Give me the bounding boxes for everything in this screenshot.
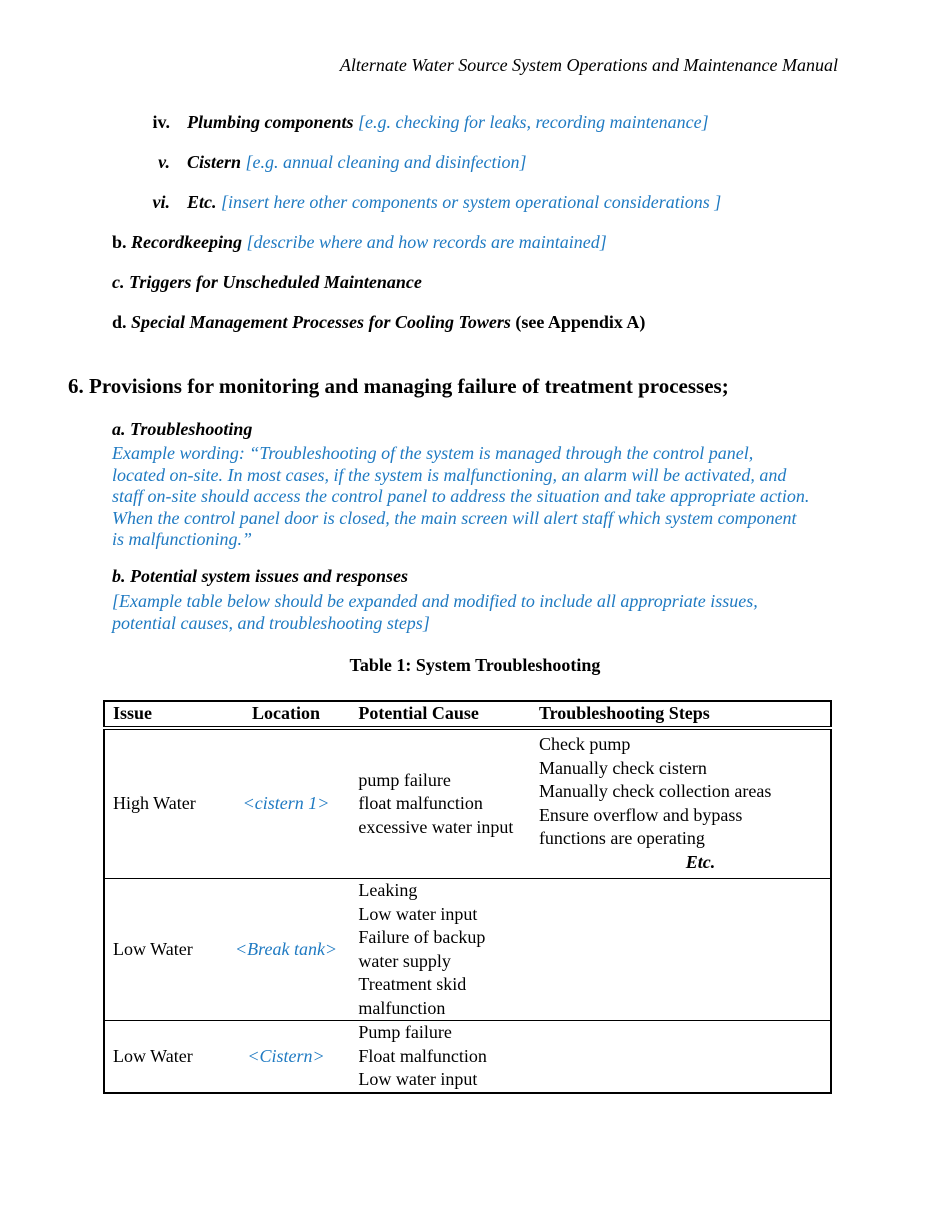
sub-item-label: Recordkeeping	[131, 232, 242, 252]
table-row	[104, 728, 831, 879]
cell-issue: Low Water	[113, 1045, 193, 1066]
list-note: [e.g. annual cleaning and disinfection]	[245, 152, 527, 172]
list-label: Plumbing components	[187, 112, 354, 132]
cause-line: water supply	[358, 950, 451, 971]
step-line: Ensure overflow and bypass	[538, 804, 743, 825]
cause-line: Failure of backup	[358, 927, 486, 947]
list-item-etc	[140, 192, 721, 213]
subsection-title-troubleshooting	[112, 419, 252, 440]
cell-issue: High Water	[113, 793, 196, 813]
subsection-number: b.	[112, 566, 126, 586]
sub-item-suffix: (see Appendix A)	[515, 312, 646, 332]
subsection-number: a.	[112, 419, 126, 439]
table-row	[104, 1021, 831, 1093]
subsection-label: Potential system issues and responses	[130, 566, 409, 586]
header-troubleshooting-steps: Troubleshooting Steps	[538, 703, 710, 723]
paragraph-line: potential causes, and troubleshooting steps]	[112, 612, 430, 633]
sub-item-cooling-towers	[112, 312, 645, 333]
paragraph-line: When the control panel door is closed, the main screen will alert staff which system component	[112, 507, 797, 528]
list-number: v.	[158, 152, 170, 172]
section-heading: 6. Provisions for monitoring and managing failure of treatment processes;	[68, 374, 729, 398]
paragraph-line: located on-site. In most cases, if the system is malfunctioning, an alarm will be activated, and	[112, 464, 787, 485]
cell-steps	[531, 879, 831, 1021]
step-line: Manually check cistern	[538, 757, 707, 778]
list-note: [insert here other components or system operational considerations ]	[221, 192, 722, 212]
table-header-row	[104, 701, 831, 728]
paragraph-line: staff on-site should access the control panel to address the situation and take appropriate action.	[112, 486, 810, 507]
cell-location: <cistern 1>	[242, 793, 330, 813]
list-item-cistern	[140, 152, 527, 173]
cell-steps	[531, 728, 831, 879]
paragraph-line: Example wording: “Troubleshooting of the system is managed through the control panel,	[112, 443, 754, 463]
paragraph-line: is malfunctioning.”	[112, 529, 253, 550]
header-potential-cause: Potential Cause	[358, 703, 479, 723]
issues-paragraph	[112, 591, 852, 634]
subsection-label: Troubleshooting	[130, 419, 253, 439]
sub-item-number: d.	[112, 312, 127, 332]
running-header: Alternate Water Source System Operations and Maintenance Manual	[339, 55, 838, 75]
subsection-title-issues	[112, 566, 408, 587]
cell-causes	[350, 1021, 531, 1093]
paragraph-line: [Example table below should be expanded and modified to include all appropriate issues,	[112, 591, 758, 611]
cell-steps	[531, 1021, 831, 1093]
table-caption: Table 1: System Troubleshooting	[349, 655, 601, 675]
list-number: vi.	[152, 192, 170, 212]
cause-line: Leaking	[358, 880, 418, 900]
table-row	[104, 879, 831, 1021]
cause-line: Pump failure	[358, 1022, 452, 1042]
cause-line: Low water input	[358, 1069, 478, 1089]
sub-item-number: b.	[112, 232, 127, 252]
list-note: [e.g. checking for leaks, recording maintenance]	[358, 112, 709, 132]
sub-item-number: c.	[112, 272, 125, 292]
list-label: Etc.	[187, 192, 217, 212]
header-location: Location	[252, 703, 321, 723]
cause-line: malfunction	[358, 997, 446, 1018]
step-line: Check pump	[538, 734, 631, 755]
cause-line: Float malfunction	[358, 1045, 487, 1066]
header-issue: Issue	[113, 703, 153, 723]
cell-location: <Cistern>	[247, 1045, 325, 1066]
troubleshooting-table	[103, 700, 832, 1094]
sub-item-triggers	[112, 272, 422, 293]
sub-item-note: [describe where and how records are maintained]	[246, 232, 607, 252]
sub-item-recordkeeping	[112, 232, 607, 253]
step-etc: Etc.	[685, 851, 716, 872]
sub-item-label: Special Management Processes for Cooling Towers	[131, 312, 511, 332]
troubleshooting-paragraph	[112, 443, 852, 551]
step-line: Manually check collection areas	[538, 781, 772, 802]
cell-causes	[350, 879, 531, 1021]
cell-issue: Low Water	[113, 938, 193, 959]
list-number: iv.	[152, 112, 170, 132]
cause-line: pump failure	[358, 769, 451, 790]
cause-line: excessive water input	[358, 816, 514, 837]
cell-causes	[350, 728, 531, 879]
cause-line: Low water input	[358, 903, 478, 924]
sub-item-label: Triggers for Unscheduled Maintenance	[129, 272, 422, 292]
cause-line: float malfunction	[358, 793, 483, 813]
cause-line: Treatment skid	[358, 974, 467, 994]
list-label: Cistern	[187, 152, 242, 172]
list-item-plumbing	[140, 112, 709, 133]
step-line: functions are operating	[538, 828, 705, 849]
cell-location: <Break tank>	[234, 938, 338, 959]
